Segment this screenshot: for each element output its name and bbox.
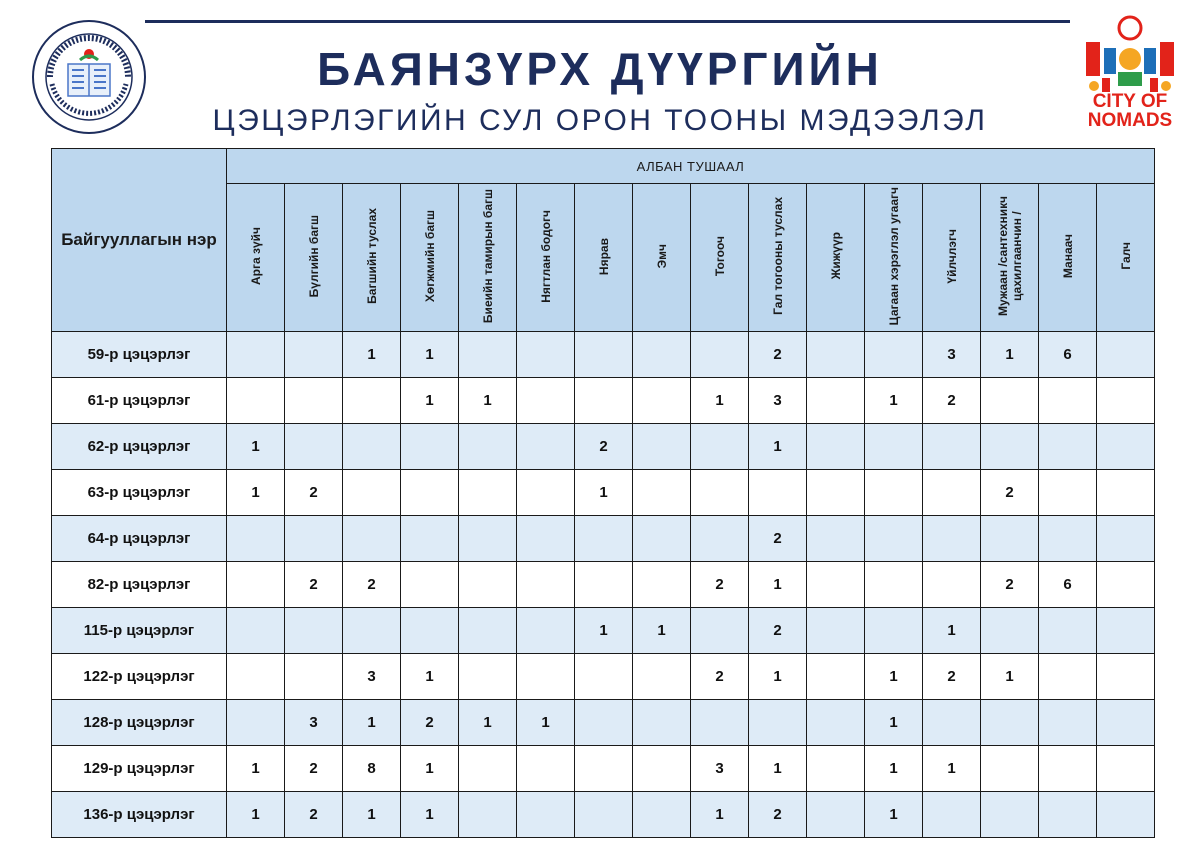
vacancy-count-cell bbox=[517, 792, 575, 838]
vacancy-count-cell: 2 bbox=[749, 332, 807, 378]
vacancy-count-cell bbox=[227, 608, 285, 654]
vacancy-count-cell bbox=[749, 700, 807, 746]
vacancy-count-cell bbox=[343, 470, 401, 516]
vacancy-count-cell: 3 bbox=[691, 746, 749, 792]
vacancy-count-cell: 1 bbox=[923, 746, 981, 792]
position-header-label: Гал тогооны туслах bbox=[770, 197, 785, 316]
vacancy-count-cell: 1 bbox=[749, 562, 807, 608]
vacancy-count-cell bbox=[807, 424, 865, 470]
vacancy-count-cell: 2 bbox=[749, 608, 807, 654]
vacancy-count-cell: 1 bbox=[517, 700, 575, 746]
vacancy-count-cell bbox=[807, 608, 865, 654]
vacancy-count-cell: 1 bbox=[691, 792, 749, 838]
vacancy-count-cell: 1 bbox=[401, 792, 459, 838]
vacancy-count-cell bbox=[981, 378, 1039, 424]
position-header bbox=[517, 184, 575, 332]
vacancy-count-cell bbox=[1097, 700, 1155, 746]
vacancy-count-cell bbox=[923, 562, 981, 608]
vacancy-count-cell: 1 bbox=[633, 608, 691, 654]
vacancy-count-cell bbox=[633, 562, 691, 608]
vacancy-count-cell bbox=[517, 562, 575, 608]
vacancy-count-cell: 1 bbox=[343, 792, 401, 838]
vacancy-count-cell: 2 bbox=[691, 654, 749, 700]
vacancy-count-cell bbox=[1097, 516, 1155, 562]
vacancy-count-cell bbox=[633, 424, 691, 470]
vacancy-count-cell: 1 bbox=[981, 654, 1039, 700]
kindergarten-name-cell: 59-р цэцэрлэг bbox=[52, 332, 227, 378]
vacancy-count-cell: 2 bbox=[285, 746, 343, 792]
vacancy-count-cell: 6 bbox=[1039, 562, 1097, 608]
vacancy-count-cell bbox=[227, 562, 285, 608]
vacancy-count-cell bbox=[517, 608, 575, 654]
vacancy-count-cell bbox=[285, 516, 343, 562]
table-row bbox=[52, 562, 1155, 608]
vacancy-count-cell bbox=[691, 608, 749, 654]
vacancy-table-body bbox=[52, 332, 1155, 838]
vacancy-table-container bbox=[51, 148, 1155, 838]
vacancy-count-cell: 6 bbox=[1039, 332, 1097, 378]
vacancy-count-cell bbox=[285, 654, 343, 700]
position-header-label: Бүлгийн багш bbox=[306, 214, 321, 298]
vacancy-count-cell bbox=[1039, 746, 1097, 792]
vacancy-count-cell bbox=[459, 562, 517, 608]
vacancy-count-cell bbox=[807, 378, 865, 424]
vacancy-count-cell bbox=[1039, 792, 1097, 838]
vacancy-count-cell: 1 bbox=[749, 424, 807, 470]
vacancy-count-cell bbox=[575, 332, 633, 378]
position-header-label: Эмч bbox=[654, 243, 669, 269]
vacancy-count-cell bbox=[981, 516, 1039, 562]
vacancy-count-cell: 1 bbox=[691, 378, 749, 424]
position-header bbox=[633, 184, 691, 332]
kindergarten-name-cell: 62-р цэцэрлэг bbox=[52, 424, 227, 470]
position-header-label: Тогооч bbox=[712, 236, 727, 277]
table-row bbox=[52, 332, 1155, 378]
vacancy-count-cell bbox=[575, 562, 633, 608]
vacancy-count-cell bbox=[343, 424, 401, 470]
vacancy-count-cell bbox=[227, 516, 285, 562]
vacancy-count-cell bbox=[285, 378, 343, 424]
position-header bbox=[459, 184, 517, 332]
vacancy-count-cell bbox=[285, 424, 343, 470]
position-header-label: Жижүүр bbox=[828, 232, 843, 280]
vacancy-count-cell bbox=[981, 608, 1039, 654]
vacancy-count-cell bbox=[807, 470, 865, 516]
position-header bbox=[923, 184, 981, 332]
vacancy-count-cell bbox=[865, 608, 923, 654]
vacancy-count-cell: 1 bbox=[227, 746, 285, 792]
vacancy-count-cell bbox=[1039, 516, 1097, 562]
vacancy-count-cell bbox=[807, 332, 865, 378]
position-header-label: Биеийн тамирын багш bbox=[480, 189, 495, 324]
position-header bbox=[807, 184, 865, 332]
vacancy-count-cell bbox=[227, 654, 285, 700]
vacancy-count-cell bbox=[401, 608, 459, 654]
kindergarten-name-cell: 129-р цэцэрлэг bbox=[52, 746, 227, 792]
vacancy-table-head bbox=[52, 149, 1155, 332]
vacancy-count-cell bbox=[401, 470, 459, 516]
vacancy-count-cell bbox=[691, 470, 749, 516]
vacancy-count-cell bbox=[981, 424, 1039, 470]
table-row bbox=[52, 700, 1155, 746]
vacancy-count-cell bbox=[1097, 746, 1155, 792]
vacancy-count-cell: 1 bbox=[459, 378, 517, 424]
vacancy-count-cell: 1 bbox=[459, 700, 517, 746]
vacancy-count-cell: 1 bbox=[401, 332, 459, 378]
vacancy-count-cell bbox=[459, 332, 517, 378]
position-header-label: Багшийн туслах bbox=[364, 208, 379, 305]
vacancy-count-cell bbox=[691, 424, 749, 470]
vacancy-count-cell bbox=[517, 424, 575, 470]
vacancy-count-cell: 1 bbox=[865, 654, 923, 700]
position-header bbox=[343, 184, 401, 332]
vacancy-count-cell bbox=[633, 792, 691, 838]
vacancy-count-cell: 1 bbox=[401, 746, 459, 792]
vacancy-count-cell bbox=[1039, 378, 1097, 424]
vacancy-count-cell bbox=[865, 332, 923, 378]
vacancy-count-cell bbox=[459, 516, 517, 562]
vacancy-count-cell bbox=[865, 470, 923, 516]
page-title: БАЯНЗҮРХ ДҮҮРГИЙН bbox=[317, 43, 883, 95]
vacancy-count-cell bbox=[923, 700, 981, 746]
vacancy-count-cell bbox=[459, 654, 517, 700]
position-header-label: Мужаан /сантехникч цахилгаанчин / bbox=[995, 196, 1024, 317]
vacancy-count-cell: 2 bbox=[749, 516, 807, 562]
vacancy-count-cell bbox=[459, 608, 517, 654]
vacancy-count-cell bbox=[807, 516, 865, 562]
vacancy-count-cell: 1 bbox=[343, 700, 401, 746]
vacancy-count-cell bbox=[807, 654, 865, 700]
vacancy-count-cell bbox=[691, 332, 749, 378]
vacancy-count-cell bbox=[575, 654, 633, 700]
vacancy-count-cell bbox=[517, 746, 575, 792]
vacancy-count-cell: 1 bbox=[227, 424, 285, 470]
kindergarten-name-cell: 61-р цэцэрлэг bbox=[52, 378, 227, 424]
table-row bbox=[52, 516, 1155, 562]
kindergarten-name-cell: 128-р цэцэрлэг bbox=[52, 700, 227, 746]
vacancy-count-cell bbox=[981, 746, 1039, 792]
vacancy-count-cell bbox=[633, 516, 691, 562]
vacancy-count-cell bbox=[575, 516, 633, 562]
city-logo-line2: NOMADS bbox=[1087, 110, 1173, 131]
vacancy-count-cell bbox=[227, 700, 285, 746]
table-row bbox=[52, 378, 1155, 424]
vacancy-count-cell: 1 bbox=[575, 608, 633, 654]
vacancy-count-cell bbox=[1097, 470, 1155, 516]
city-logo-line1: CITY OF bbox=[1092, 91, 1168, 112]
vacancy-count-cell: 1 bbox=[749, 654, 807, 700]
vacancy-count-cell bbox=[517, 378, 575, 424]
vacancy-count-cell: 1 bbox=[749, 746, 807, 792]
position-header bbox=[1097, 184, 1155, 332]
vacancy-count-cell bbox=[865, 516, 923, 562]
vacancy-count-cell bbox=[1097, 332, 1155, 378]
position-header-label: Нярав bbox=[596, 237, 611, 275]
vacancy-count-cell bbox=[1039, 608, 1097, 654]
vacancy-count-cell: 2 bbox=[285, 470, 343, 516]
vacancy-count-cell: 2 bbox=[401, 700, 459, 746]
vacancy-count-cell bbox=[459, 470, 517, 516]
vacancy-count-cell bbox=[343, 608, 401, 654]
vacancy-count-cell bbox=[1097, 562, 1155, 608]
vacancy-count-cell bbox=[459, 792, 517, 838]
vacancy-count-cell: 2 bbox=[923, 378, 981, 424]
vacancy-count-cell bbox=[517, 332, 575, 378]
vacancy-count-cell bbox=[575, 792, 633, 838]
vacancy-count-cell: 1 bbox=[865, 700, 923, 746]
position-header bbox=[1039, 184, 1097, 332]
vacancy-count-cell bbox=[401, 516, 459, 562]
vacancy-count-cell bbox=[633, 378, 691, 424]
vacancy-count-cell bbox=[981, 700, 1039, 746]
vacancy-count-cell: 1 bbox=[575, 470, 633, 516]
vacancy-count-cell bbox=[1039, 700, 1097, 746]
vacancy-count-cell bbox=[691, 516, 749, 562]
vacancy-count-cell bbox=[343, 516, 401, 562]
position-header bbox=[749, 184, 807, 332]
vacancy-count-cell: 2 bbox=[691, 562, 749, 608]
vacancy-count-cell bbox=[1039, 470, 1097, 516]
vacancy-count-cell bbox=[1039, 654, 1097, 700]
vacancy-count-cell bbox=[865, 424, 923, 470]
vacancy-count-cell bbox=[575, 746, 633, 792]
vacancy-count-cell: 1 bbox=[227, 470, 285, 516]
vacancy-count-cell bbox=[633, 700, 691, 746]
vacancy-count-cell bbox=[401, 562, 459, 608]
kindergarten-name-cell: 82-р цэцэрлэг bbox=[52, 562, 227, 608]
vacancy-count-cell: 1 bbox=[227, 792, 285, 838]
vacancy-count-cell bbox=[807, 746, 865, 792]
vacancy-count-cell bbox=[633, 746, 691, 792]
table-row bbox=[52, 608, 1155, 654]
position-header bbox=[691, 184, 749, 332]
vacancy-count-cell: 2 bbox=[923, 654, 981, 700]
vacancy-count-cell bbox=[1097, 654, 1155, 700]
vacancy-count-cell bbox=[923, 516, 981, 562]
vacancy-count-cell bbox=[517, 516, 575, 562]
vacancy-count-cell: 1 bbox=[865, 378, 923, 424]
vacancy-count-cell bbox=[227, 332, 285, 378]
vacancy-count-cell bbox=[981, 792, 1039, 838]
position-header bbox=[575, 184, 633, 332]
vacancy-count-cell bbox=[459, 424, 517, 470]
vacancy-count-cell bbox=[285, 332, 343, 378]
vacancy-count-cell bbox=[1097, 378, 1155, 424]
vacancy-count-cell bbox=[923, 424, 981, 470]
vacancy-count-cell bbox=[691, 700, 749, 746]
vacancy-count-cell: 1 bbox=[343, 332, 401, 378]
vacancy-count-cell bbox=[517, 470, 575, 516]
vacancy-count-cell bbox=[401, 424, 459, 470]
vacancy-count-cell: 8 bbox=[343, 746, 401, 792]
table-row bbox=[52, 746, 1155, 792]
position-header-label: Хөгжмийн багш bbox=[422, 210, 437, 303]
vacancy-count-cell: 3 bbox=[749, 378, 807, 424]
vacancy-count-cell bbox=[459, 746, 517, 792]
vacancy-count-cell bbox=[1097, 792, 1155, 838]
position-header bbox=[865, 184, 923, 332]
vacancy-count-cell bbox=[1097, 424, 1155, 470]
kindergarten-name-cell: 136-р цэцэрлэг bbox=[52, 792, 227, 838]
vacancy-count-cell: 2 bbox=[981, 562, 1039, 608]
kindergarten-name-cell: 64-р цэцэрлэг bbox=[52, 516, 227, 562]
vacancy-count-cell: 2 bbox=[285, 562, 343, 608]
position-header-label: Манаач bbox=[1060, 234, 1075, 279]
org-column-header: Байгууллагын нэр bbox=[52, 149, 227, 332]
position-header bbox=[285, 184, 343, 332]
kindergarten-name-cell: 122-р цэцэрлэг bbox=[52, 654, 227, 700]
vacancy-count-cell: 3 bbox=[343, 654, 401, 700]
vacancy-count-cell bbox=[923, 470, 981, 516]
vacancy-count-cell bbox=[807, 562, 865, 608]
header-rule bbox=[145, 20, 1070, 23]
position-header-label: Үйлчлэгч bbox=[944, 228, 959, 284]
vacancy-count-cell bbox=[749, 470, 807, 516]
page-subtitle: ЦЭЦЭРЛЭГИЙН СУЛ ОРОН ТООНЫ МЭДЭЭЛЭЛ bbox=[212, 104, 988, 137]
vacancy-count-cell: 3 bbox=[285, 700, 343, 746]
vacancy-count-cell: 2 bbox=[981, 470, 1039, 516]
vacancy-count-cell bbox=[807, 792, 865, 838]
vacancy-count-cell bbox=[1039, 424, 1097, 470]
vacancy-count-cell: 1 bbox=[401, 654, 459, 700]
vacancy-count-cell bbox=[923, 792, 981, 838]
vacancy-count-cell bbox=[633, 332, 691, 378]
position-header-label: Нягтлан бодогч bbox=[538, 209, 553, 303]
vacancy-count-cell bbox=[343, 378, 401, 424]
vacancy-count-cell: 2 bbox=[749, 792, 807, 838]
position-header-label: Арга зүйч bbox=[248, 227, 263, 286]
position-group-header: АЛБАН ТУШААЛ bbox=[227, 149, 1155, 184]
vacancy-count-cell: 1 bbox=[923, 608, 981, 654]
header-row-group bbox=[52, 149, 1155, 184]
vacancy-count-cell bbox=[285, 608, 343, 654]
position-header bbox=[981, 184, 1039, 332]
vacancy-count-cell: 1 bbox=[981, 332, 1039, 378]
vacancy-count-cell bbox=[633, 470, 691, 516]
vacancy-count-cell: 1 bbox=[865, 792, 923, 838]
vacancy-count-cell: 2 bbox=[285, 792, 343, 838]
vacancy-count-cell bbox=[227, 378, 285, 424]
table-row bbox=[52, 424, 1155, 470]
table-row bbox=[52, 654, 1155, 700]
vacancy-count-cell: 2 bbox=[343, 562, 401, 608]
table-row bbox=[52, 470, 1155, 516]
vacancy-count-cell bbox=[807, 700, 865, 746]
vacancy-count-cell bbox=[865, 562, 923, 608]
vacancy-table bbox=[51, 148, 1155, 838]
position-header bbox=[227, 184, 285, 332]
kindergarten-name-cell: 115-р цэцэрлэг bbox=[52, 608, 227, 654]
vacancy-count-cell bbox=[633, 654, 691, 700]
vacancy-count-cell bbox=[517, 654, 575, 700]
vacancy-count-cell bbox=[575, 378, 633, 424]
kindergarten-name-cell: 63-р цэцэрлэг bbox=[52, 470, 227, 516]
vacancy-count-cell bbox=[575, 700, 633, 746]
vacancy-count-cell bbox=[1097, 608, 1155, 654]
vacancy-count-cell: 1 bbox=[865, 746, 923, 792]
vacancy-count-cell: 2 bbox=[575, 424, 633, 470]
position-header-label: Цагаан хэрэглэл угаагч bbox=[886, 186, 901, 326]
position-header-label: Галч bbox=[1118, 242, 1133, 270]
table-row bbox=[52, 792, 1155, 838]
position-header bbox=[401, 184, 459, 332]
vacancy-count-cell: 3 bbox=[923, 332, 981, 378]
vacancy-count-cell: 1 bbox=[401, 378, 459, 424]
